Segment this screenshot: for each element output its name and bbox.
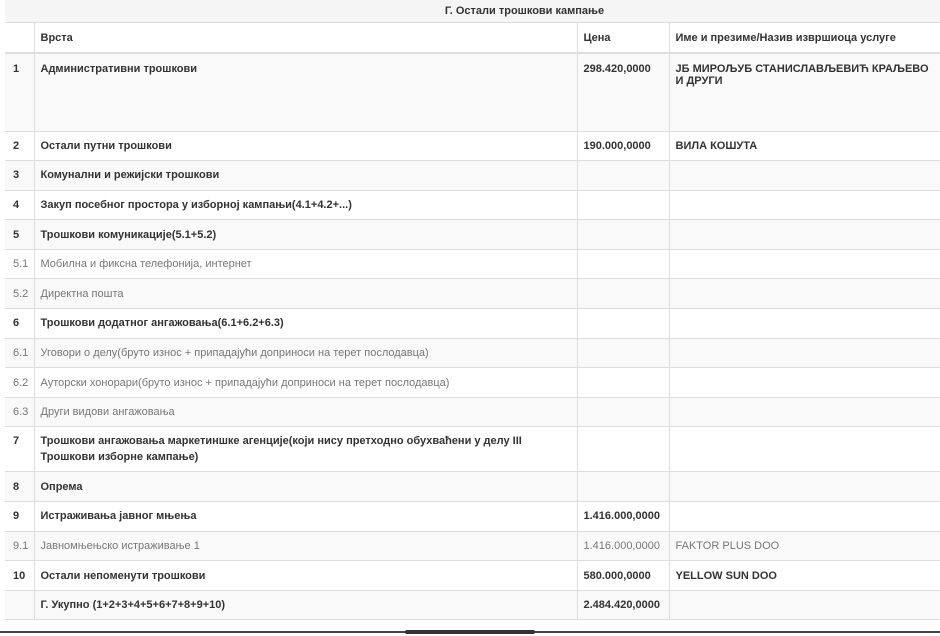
row-price [577, 190, 669, 220]
row-price [577, 397, 669, 427]
row-price [577, 368, 669, 398]
row-num: 10 [5, 561, 34, 591]
row-price [577, 279, 669, 309]
row-type: Административни трошкови [34, 53, 577, 131]
row-price [577, 472, 669, 502]
row-num: 6 [5, 309, 34, 339]
row-type: Остали непоменути трошкови [34, 561, 577, 591]
table-row [5, 397, 940, 427]
row-num: 6.2 [5, 368, 34, 398]
section-title: Г. Остали трошкови кампање [444, 5, 605, 17]
bottom-scroll-handle[interactable] [405, 630, 535, 634]
table-row [5, 502, 940, 532]
row-num: 5 [5, 220, 34, 250]
row-price: 580.000,0000 [577, 561, 669, 591]
row-price [577, 309, 669, 339]
row-provider: ЈБ МИРОЉУБ СТАНИСЛАВЉЕВИЋ КРАЉЕВО И ДРУГИ [669, 53, 940, 131]
table-row [5, 472, 940, 502]
row-provider [669, 368, 940, 398]
row-price [577, 220, 669, 250]
row-num: 6.1 [5, 338, 34, 368]
row-provider [669, 309, 940, 339]
row-price: 2.484.420,0000 [577, 590, 669, 620]
row-provider [669, 161, 940, 191]
table-row [5, 531, 940, 561]
row-price [577, 338, 669, 368]
row-num: 5.1 [5, 249, 34, 279]
row-provider: ВИЛА КОШУТА [669, 131, 940, 161]
row-provider [669, 249, 940, 279]
table-header-row [5, 23, 940, 53]
row-type: Г. Укупно (1+2+3+4+5+6+7+8+9+10) [34, 590, 577, 620]
header-type: Врста [34, 23, 577, 53]
row-num: 5.2 [5, 279, 34, 309]
header-num [5, 23, 34, 53]
row-type: Јавномњењско истраживање 1 [34, 531, 577, 561]
row-provider [669, 279, 940, 309]
table-row [5, 220, 940, 250]
row-type: Мобилна и фиксна телефонија, интернет [34, 249, 577, 279]
row-type: Трошкови додатног ангажовања(6.1+6.2+6.3) [34, 309, 577, 339]
row-num: 2 [5, 131, 34, 161]
row-provider [669, 590, 940, 620]
row-type: Опрема [34, 472, 577, 502]
table-row [5, 427, 940, 472]
row-price: 1.416.000,0000 [577, 502, 669, 532]
row-num: 1 [5, 53, 34, 131]
row-price [577, 249, 669, 279]
row-type: Остали путни трошкови [34, 131, 577, 161]
section-title-bar [5, 0, 940, 23]
row-provider [669, 472, 940, 502]
header-provider: Име и презиме/Назив извршиоца услуге [669, 23, 940, 53]
row-num: 3 [5, 161, 34, 191]
table-row [5, 131, 940, 161]
row-provider [669, 397, 940, 427]
header-price: Цена [577, 23, 669, 53]
table-row [5, 249, 940, 279]
row-price: 1.416.000,0000 [577, 531, 669, 561]
row-price [577, 161, 669, 191]
row-num: 9.1 [5, 531, 34, 561]
row-type: Комунални и режијски трошкови [34, 161, 577, 191]
row-type: Ауторски хонорари(бруто износ + припадајући доприноси на терет послодавца) [34, 368, 577, 398]
table-row [5, 309, 940, 339]
row-num: 8 [5, 472, 34, 502]
row-type: Уговори о делу(бруто износ + припадајући доприноси на терет послодавца) [34, 338, 577, 368]
table-row [5, 190, 940, 220]
row-type: Истраживања јавног мњења [34, 502, 577, 532]
row-provider: YELLOW SUN DOO [669, 561, 940, 591]
row-type: Трошкови ангажовања маркетиншке агенције(који нису претходно обухваћени у делу III Трошкови изборне кампање) [34, 427, 577, 472]
row-type: Трошкови комуникације(5.1+5.2) [34, 220, 577, 250]
row-provider [669, 220, 940, 250]
table-row [5, 279, 940, 309]
row-type: Директна пошта [34, 279, 577, 309]
row-price: 190.000,0000 [577, 131, 669, 161]
row-provider [669, 427, 940, 472]
row-provider [669, 502, 940, 532]
row-num [5, 590, 34, 620]
campaign-costs-table [5, 23, 940, 620]
table-total-row [5, 590, 940, 620]
row-type: Закуп посебног простора у изборној кампањи(4.1+4.2+...) [34, 190, 577, 220]
row-price: 298.420,0000 [577, 53, 669, 131]
row-num: 4 [5, 190, 34, 220]
row-provider [669, 190, 940, 220]
row-provider: FAKTOR PLUS DOO [669, 531, 940, 561]
row-type: Други видови ангажовања [34, 397, 577, 427]
row-provider [669, 338, 940, 368]
table-row [5, 53, 940, 131]
row-num: 6.3 [5, 397, 34, 427]
table-row [5, 368, 940, 398]
row-num: 9 [5, 502, 34, 532]
table-row [5, 161, 940, 191]
table-row [5, 561, 940, 591]
table-row [5, 338, 940, 368]
row-num: 7 [5, 427, 34, 472]
row-price [577, 427, 669, 472]
